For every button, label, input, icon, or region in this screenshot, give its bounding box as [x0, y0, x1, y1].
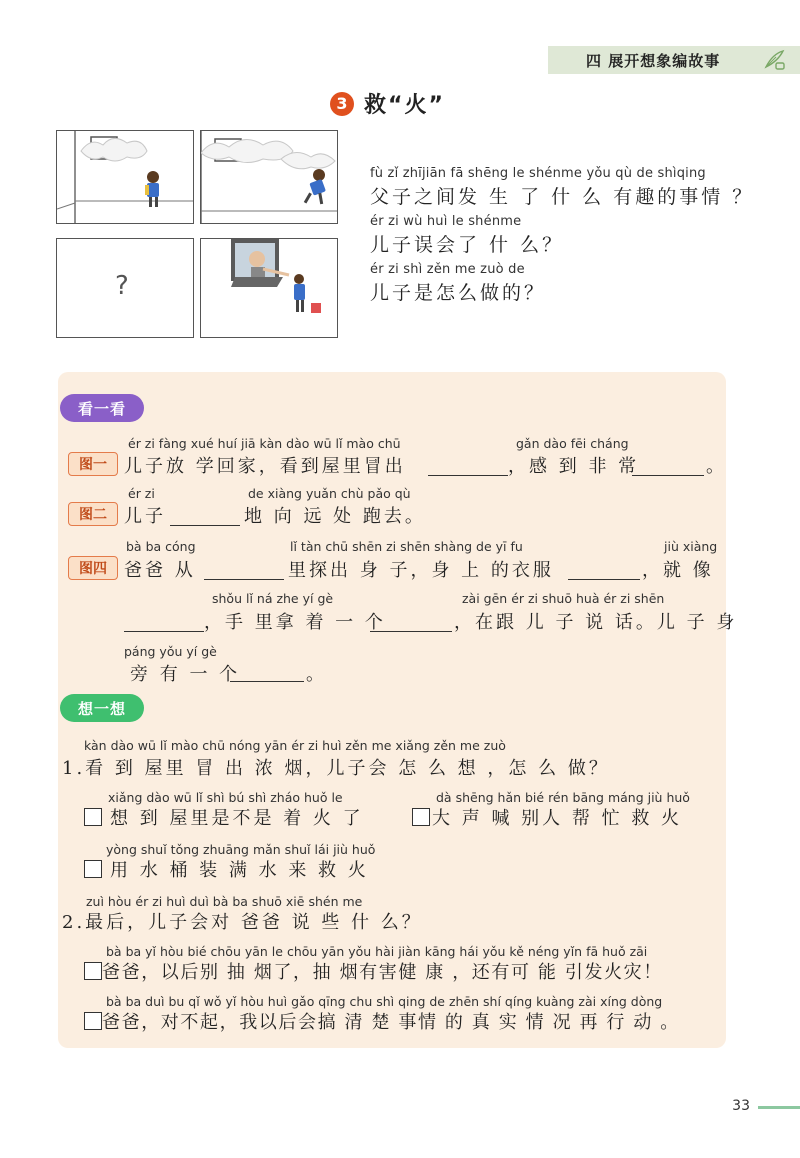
fig4-pinyin-a: bà ba cóng — [126, 539, 196, 554]
lesson-title-text: 救“火” — [364, 93, 445, 118]
question-1-pinyin: fù zǐ zhījiān fā shēng le shénme yǒu qù de shìqing — [370, 166, 706, 181]
fig4-text-a: 爸爸 从 — [124, 560, 196, 581]
feather-inkpot-icon — [762, 49, 786, 75]
q1-option-2-checkbox[interactable] — [412, 808, 430, 826]
look-section-tag: 看一看 — [60, 394, 144, 422]
fig4-text-d: ，手 里拿 着 一 个 — [204, 612, 386, 633]
q1-pinyin: kàn dào wū lǐ mào chū nóng yān ér zi huì zěn me xiǎng zěn me zuò — [84, 738, 506, 753]
figure-2-tag: 图二 — [68, 502, 118, 526]
think-section-tag: 想一想 — [60, 694, 144, 722]
fig1-pinyin-a: ér zi fàng xué huí jiā kàn dào wū lǐ mào chū — [128, 436, 401, 451]
question-1-text: 父子之间发 生 了 什 么 有趣的事情 ？ — [370, 186, 755, 208]
fig1-text-b: ，感 到 非 常 — [508, 456, 640, 477]
fig2-blank[interactable] — [170, 524, 240, 526]
fig4-pinyin-f: páng yǒu yí gè — [124, 644, 217, 659]
fig4-text-c: ，就 像 — [642, 560, 714, 581]
picture-panel-3 — [56, 238, 194, 338]
fig4-pinyin-e: zài gēn ér zi shuō huà ér zi shēn — [462, 591, 665, 606]
page-number: 33 — [732, 1098, 750, 1114]
page-number-line — [758, 1106, 800, 1109]
q1-option-2-text: 大 声 喊 别人 帮 忙 救 火 — [432, 808, 683, 829]
unit-title: 四 展开想象编故事 — [586, 52, 721, 70]
q2-option-2-checkbox[interactable] — [84, 1012, 102, 1030]
q1-text: 1.看 到 屋里 冒 出 浓 烟，儿子会 怎 么 想 ，怎 么 做？ — [62, 758, 610, 779]
fig1-blank-2[interactable] — [632, 474, 704, 476]
question-2 — [370, 214, 564, 257]
fig2-text-b: 地 向 远 处 跑去。 — [244, 506, 426, 527]
fig4-pinyin-d: shǒu lǐ ná zhe yí gè — [212, 591, 334, 606]
q2-opt2-pinyin: bà ba duì bu qǐ wǒ yǐ hòu huì gǎo qīng chu shì qing de zhēn shí qíng kuàng zài xíng dòng — [106, 994, 663, 1009]
question-3-text: 儿子是怎么做的？ — [370, 282, 547, 304]
fig4-text-e: ，在跟 儿 子 说 话。儿 子 身 — [454, 612, 738, 633]
exercise-box — [58, 372, 738, 1048]
fig4-pinyin-b: lǐ tàn chū shēn zi shēn shàng de yī fu — [290, 539, 523, 554]
fig1-end: 。 — [706, 456, 727, 477]
question-1 — [370, 166, 754, 209]
fig4-blank-1[interactable] — [204, 578, 284, 580]
figure-4-tag: 图四 — [68, 556, 118, 580]
question-3-pinyin: ér zi shì zěn me zuò de — [370, 262, 525, 277]
q1-opt1-pinyin: xiǎng dào wū lǐ shì bú shì zháo huǒ le — [108, 790, 343, 805]
q1-option-1-text: 想 到 屋里是不是 着 火 了 — [110, 808, 364, 829]
q2-opt1-pinyin: bà ba yǐ hòu bié chōu yān le chōu yān yǒu hài jiàn kāng hái yǒu kě néng yǐn fā huǒ zāi — [106, 944, 648, 959]
fig1-text-a: 儿子放 学回家，看到屋里冒出 — [124, 456, 406, 477]
lesson-title — [330, 88, 445, 119]
lesson-number-badge: 3 — [330, 92, 354, 116]
fig4-blank-5[interactable] — [230, 680, 304, 682]
fig2-text-a: 儿子 — [124, 506, 166, 527]
question-3 — [370, 262, 546, 305]
q1-option-3-checkbox[interactable] — [84, 860, 102, 878]
panel-question-mark: ? — [115, 271, 129, 301]
q2-option-1-text: 爸爸，以后别 抽 烟了，抽 烟有害健 康 ，还有可 能 引发火灾！ — [102, 962, 663, 983]
unit-header-band — [548, 46, 800, 74]
q2-option-1-checkbox[interactable] — [84, 962, 102, 980]
fig2-pinyin-b: de xiàng yuǎn chù pǎo qù — [248, 486, 411, 501]
q1-option-3-text: 用 水 桶 装 满 水 来 救 火 — [110, 860, 369, 881]
fig4-blank-4[interactable] — [370, 630, 452, 632]
fig4-blank-3[interactable] — [124, 630, 204, 632]
q1-opt3-pinyin: yòng shuǐ tǒng zhuāng mǎn shuǐ lái jiù huǒ — [106, 842, 376, 857]
fig2-pinyin-a: ér zi — [128, 486, 155, 501]
fig4-text-b: 里探出 身 子，身 上 的衣服 — [288, 560, 554, 581]
fig4-pinyin-c: jiù xiàng — [664, 539, 718, 554]
fig1-blank-1[interactable] — [428, 474, 508, 476]
question-2-pinyin: ér zi wù huì le shénme — [370, 214, 522, 229]
fig4-end: 。 — [306, 664, 327, 685]
picture-panel-1 — [56, 130, 194, 224]
q1-opt2-pinyin: dà shēng hǎn bié rén bāng máng jiù huǒ — [436, 790, 690, 805]
fig4-text-f: 旁 有 一 个 — [130, 664, 241, 685]
q2-text: 2.最后，儿子会对 爸爸 说 些 什 么？ — [62, 912, 423, 933]
fig1-pinyin-b: gǎn dào fēi cháng — [516, 436, 629, 451]
picture-panel-2 — [200, 130, 338, 224]
q2-pinyin: zuì hòu ér zi huì duì bà ba shuō xiē shén me — [86, 894, 363, 909]
q1-option-1-checkbox[interactable] — [84, 808, 102, 826]
question-2-text: 儿子误会了 什 么？ — [370, 234, 565, 256]
picture-panel-4 — [200, 238, 338, 338]
q2-option-2-text: 爸爸，对不起，我以后会搞 清 楚 事情 的 真 实 情 况 再 行 动 。 — [102, 1012, 680, 1033]
fig4-blank-2[interactable] — [568, 578, 640, 580]
figure-1-tag: 图一 — [68, 452, 118, 476]
